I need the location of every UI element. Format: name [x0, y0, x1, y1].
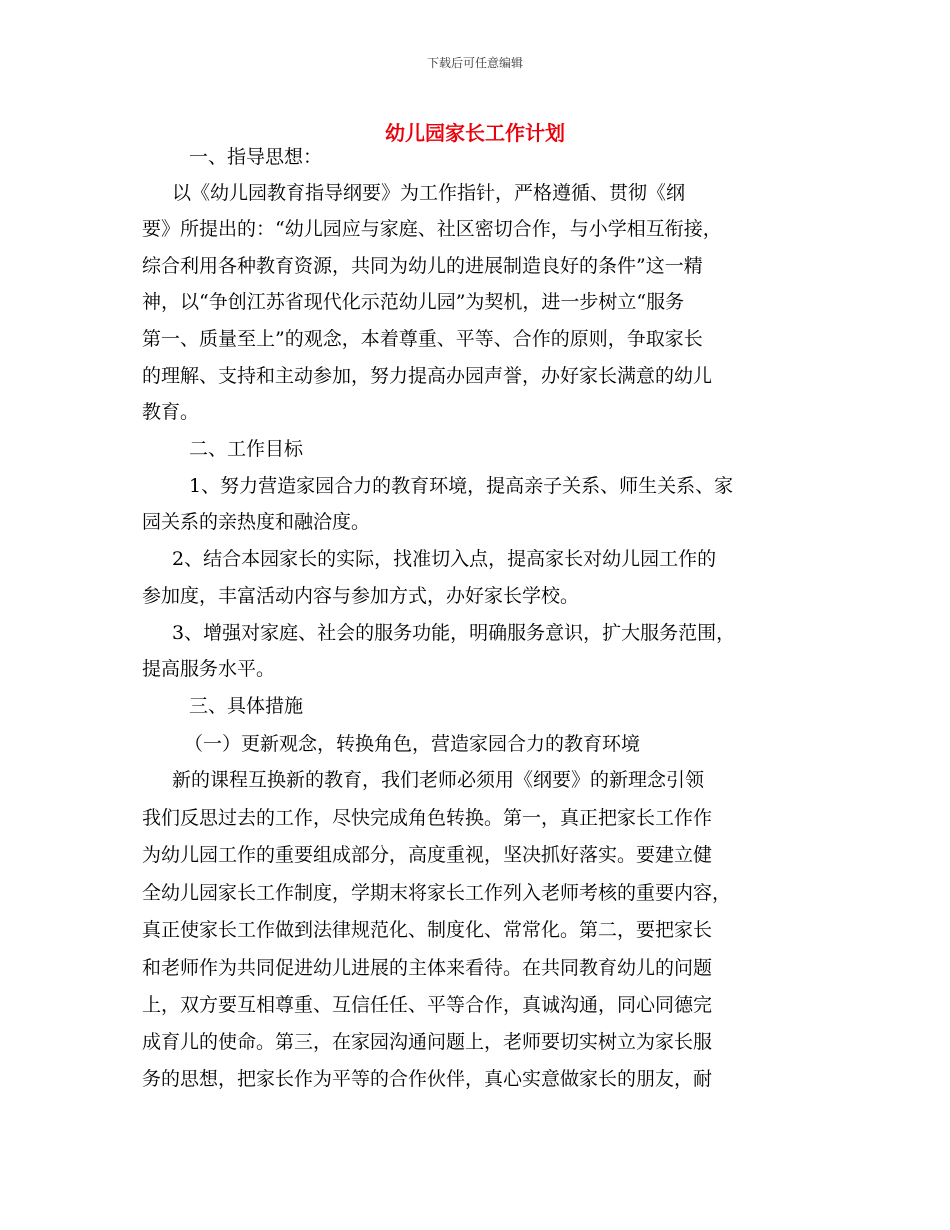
subheading: （一）更新观念，转换角色，营造家园合力的教育环境	[184, 733, 641, 755]
paragraph-line: 综合利用各种教育资源，共同为幼儿的进展制造良好的条件”这一精	[142, 255, 703, 277]
paragraph-line: 为幼儿园工作的重要组成部分，高度重视，坚决抓好落实。要建立健	[142, 844, 713, 866]
header-note: 下载后可任意编辑	[426, 56, 523, 70]
paragraph-line: 的理解、支持和主动参加，努力提高办园声誉，办好家长满意的幼儿	[142, 365, 713, 387]
heading-2: 二、工作目标	[189, 438, 304, 460]
paragraph-line: 参加度，丰富活动内容与参加方式，办好家长学校。	[142, 585, 580, 607]
paragraph-line: 教育。	[142, 401, 200, 423]
paragraph-line: 神，以“争创江苏省现代化示范幼儿园”为契机，进一步树立“服务	[142, 291, 685, 313]
paragraph-line: 要》所提出的：“幼儿园应与家庭、社区密切合作，与小学相互衔接，	[142, 218, 722, 240]
paragraph-line: 提高服务水平。	[142, 658, 276, 680]
heading-1: 一、指导思想：	[189, 146, 323, 168]
paragraph-line: 成育儿的使命。第三，在家园沟通问题上，老师要切实树立为家长服	[142, 1031, 713, 1053]
paragraph-line: 园关系的亲热度和融洽度。	[142, 511, 371, 533]
paragraph-line: 2、结合本园家长的实际，找准切入点，提高家长对幼儿园工作的	[172, 548, 717, 570]
paragraph-line: 1、努力营造家园合力的教育环境，提高亲子关系、师生关系、家	[189, 475, 734, 497]
paragraph-line: 我们反思过去的工作，尽快完成角色转换。第一，真正把家长工作作	[142, 807, 713, 829]
paragraph-line: 新的课程互换新的教育，我们老师必须用《纲要》的新理念引领	[172, 769, 705, 791]
paragraph-line: 第一、质量至上”的观念，本着尊重、平等、合作的原则，争取家长	[142, 328, 703, 350]
paragraph-line: 以《幼儿园教育指导纲要》为工作指针，严格遵循、贯彻《纲	[172, 182, 686, 204]
paragraph-line: 3、增强对家庭、社会的服务功能，明确服务意识，扩大服务范围，	[172, 622, 736, 644]
paragraph-line: 全幼儿园家长工作制度，学期末将家长工作列入老师考核的重要内容，	[142, 882, 732, 904]
paragraph-line: 上，双方要互相尊重、互信任任、平等合作，真诚沟通，同心同德完	[142, 994, 713, 1016]
paragraph-line: 真正使家长工作做到法律规范化、制度化、常常化。第二，要把家长	[142, 919, 713, 941]
document-title: 幼儿园家长工作计划	[385, 121, 565, 145]
paragraph-line: 和老师作为共同促进幼儿进展的主体来看待。在共同教育幼儿的问题	[142, 957, 713, 979]
heading-3: 三、具体措施	[189, 695, 304, 717]
paragraph-line: 务的思想，把家长作为平等的合作伙伴，真心实意做家长的朋友，耐	[142, 1068, 713, 1090]
